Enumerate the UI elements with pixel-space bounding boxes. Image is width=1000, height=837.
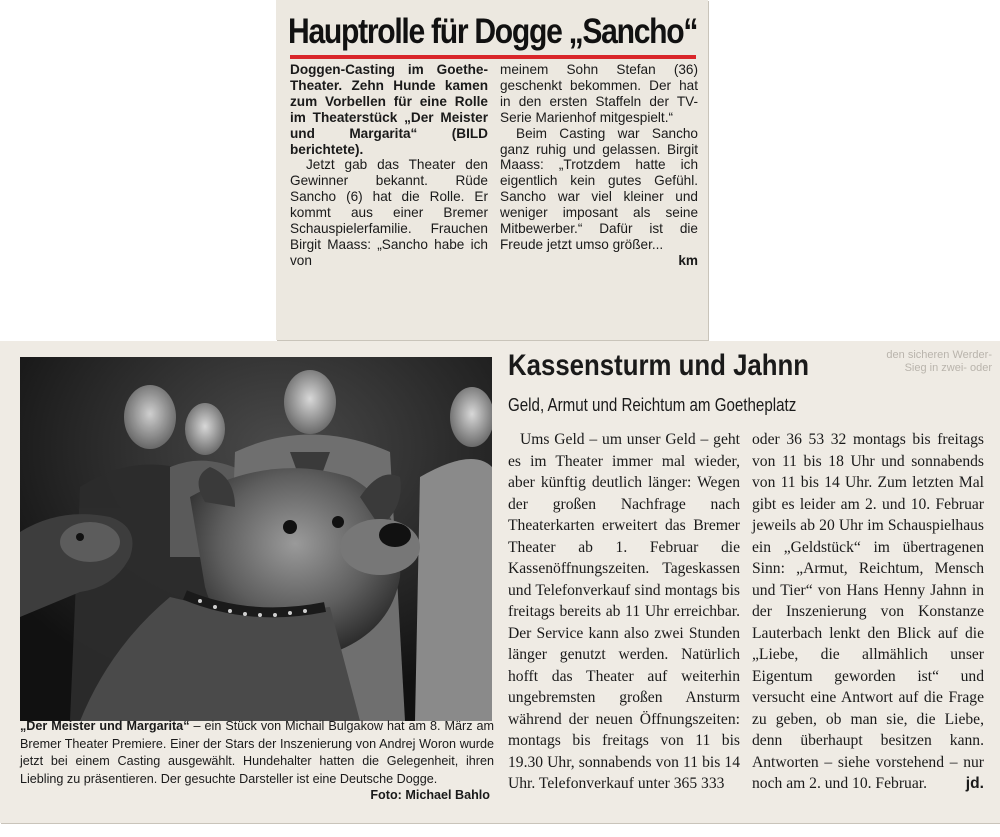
top-headline: Hauptrolle für Dogge „Sancho“ xyxy=(288,12,698,51)
top-newspaper-clipping xyxy=(276,0,708,340)
bottom-article-paragraph: Ums Geld – um unser Geld – geht es im Theater immer mal wieder, aber künftig deutlich länger: Wegen der großen Nachfrage nach Theaterkarten erweitert das Bremer Theater ab 1. Februar die Kassenöffnungszeiten. Tageskassen und Telefonverkauf sind montags bis freitags bereits ab 11 Uhr erreichbar. Der Service kann also zwei Stunden länger genutzt werden. Natürlich hofft das Theater auf weiterhin ungebremsten großen Ansturm während der neuen Öffnungszeiten: montags bis freitags von 11 bis 19.30 Uhr, sonnabends von 11 bis 14 Uhr. Telefonverkauf unter 365 333 xyxy=(508,431,740,792)
adjacent-article-fragment: den sicheren Werder-Sieg in zwei- oder xyxy=(886,349,992,374)
top-article-paragraph: Jetzt gab das Theater den Gewinner bekannt. Rüde Sancho (6) hat die Rolle. Er kommt aus einer Bremer Schauspielerfamilie. Frauchen Birgit Maass: „Sancho habe ich von xyxy=(290,157,488,268)
top-article-columns xyxy=(290,62,698,332)
bottom-newspaper-clipping xyxy=(0,341,1000,823)
caption-title: „Der Meister und Margarita“ xyxy=(20,719,190,733)
bottom-subheadline: Geld, Armut und Reichtum am Goetheplatz xyxy=(508,395,797,415)
top-article-paragraph: Beim Casting war Sancho ganz ruhig und gelassen. Birgit Maass: „Trotzdem hatte ich eigentlich kein gutes Gefühl. Sancho war viel kleiner und weniger imposant als seine Mitbewerber.“ Dafür ist die Freude jetzt umso größer... km xyxy=(500,125,698,268)
photo-illustration xyxy=(20,357,492,721)
bottom-article-columns xyxy=(508,429,984,809)
photo-credit: Foto: Michael Bahlo xyxy=(370,787,490,802)
top-article-paragraph: meinem Sohn Stefan (36) geschenkt bekommen. Der hat in den ersten Staffeln der TV-Serie Marienhof mitgespielt.“ xyxy=(500,62,698,125)
top-article-lead: Doggen-Casting im Goethe-Theater. Zehn Hunde kamen zum Vorbellen für eine Rolle im Theaterstück „Der Meister und Margarita“ (BILD berichtete). xyxy=(290,62,488,157)
bottom-article-column-2 xyxy=(752,429,984,809)
top-article-signature: km xyxy=(678,252,698,268)
top-article-column-1 xyxy=(290,62,488,332)
dog-casting-photo xyxy=(20,357,492,721)
photo-caption xyxy=(20,718,494,802)
caption-text: – ein Stück von Michail Bulgakow hat am 8. März am Bremer Theater Premiere. Einer der Stars der Inszenierung von Andrej Woron wurde jetzt bei einem Casting ausgewählt. Hundehalter hatten die Gelegenheit, ihren Liebling zu präsentieren. Der gesuchte Darsteller ist eine Deutsche Dogge. xyxy=(20,719,494,786)
bottom-article-signature: jd. xyxy=(965,775,984,792)
headline-red-rule xyxy=(290,55,696,59)
bottom-article-paragraph: oder 36 53 32 montags bis freitags von 11 bis 18 Uhr und sonnabends von 11 bis 14 Uhr. Zum letzten Mal gibt es leider am 2. und 10. Februar jeweils ab 20 Uhr im Schauspielhaus ein „Geldstück“ im übertragenen Sinn: „Armut, Reichtum, Mensch und Tier“ von Hans Henny Jahnn in der Inszenierung von Konstanze Lauterbach lenkt den Blick auf die „Liebe, die allmählich unser Eigentum geworden ist“ und versucht eine Antwort auf die Frage zu geben, ob man sie, die Liebe, denn überhaupt besitzen kann. Antworten – siehe vorstehend – nur noch am 2. und 10. Februar. jd. xyxy=(752,429,984,795)
top-article-column-2 xyxy=(500,62,698,332)
bottom-headline: Kassensturm und Jahnn xyxy=(508,349,810,382)
bottom-article-column-1 xyxy=(508,429,740,809)
